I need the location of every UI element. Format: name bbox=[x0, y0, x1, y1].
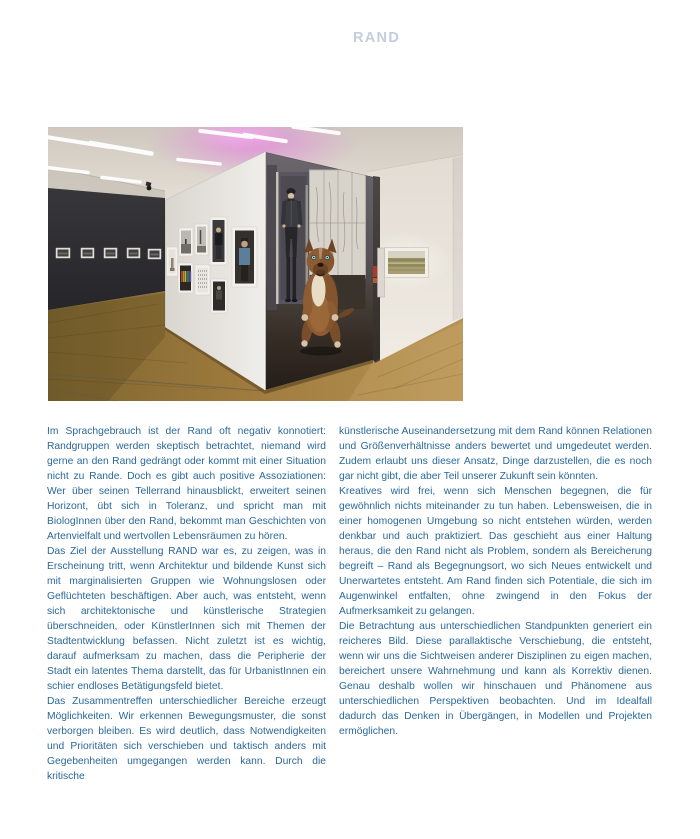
exhibition-photo bbox=[48, 127, 463, 401]
artwork-portrait-blue-vest bbox=[232, 227, 257, 287]
paragraph: Kreatives wird frei, wenn sich Menschen begegnen, die für gewöhnlich nichts miteinander zu tun haben. Lebensweisen, die in einer homogenen Umgebung so nicht entstehen würden, werden denkbar und auch praktiziert. Das geschieht aus einer Haltung heraus, die den Rand nicht als Problem, sondern als Bereicherung begreift – Rand als Begegnungsort, wo sich Neues entwickelt und Unerwartetes entsteht. Am Rand finden sich Potentiale, die sich im Augenwinkel entfalten, ohne zwingend in den Fokus der Aufmerksamkeit zu gelangen. bbox=[339, 486, 652, 617]
text-column-right bbox=[339, 424, 652, 739]
artwork-landscape-1 bbox=[179, 228, 193, 256]
artwork-portrait-1 bbox=[210, 217, 227, 265]
landscape-photo-frame bbox=[385, 248, 429, 278]
dog-mural bbox=[265, 152, 373, 392]
artwork-tower-photo bbox=[167, 247, 178, 276]
artwork-colorful-books bbox=[178, 263, 193, 293]
fire-extinguisher bbox=[373, 266, 378, 277]
paragraph: Das Ziel der Ausstellung RAND war es, zu zeigen, was in Erscheinung tritt, wenn Architektur und bildende Kunst sich mit marginalisierten Gruppen wie Wohnungslosen oder Geflüchteten beschäftigen. Aber auch, was entsteht, wenn sich architektonische und künstlerische Strategien überschneiden, oder KünstlerInnen sich mit Themen der Stadtentwicklung befassen. Nicht zuletzt ist es wichtig, darauf aufmerksam zu machen, dass die Peripherie der Stadt ein latentes Thema darstellt, das für UrbanistInnen ein schier endloses Betätigungsfeld bietet. bbox=[47, 546, 326, 692]
text-column-left bbox=[47, 424, 326, 784]
paragraph: Das Zusammentreffen unterschiedlicher Bereiche erzeugt Möglichkeiten. Wir erkennen Bewegungsmuster, die sonst verborgen bleiben. Es wird deutlich, dass Notwendigkeiten und Prioritäten sich verschieben und taktisch anders mit Gegebenheiten umgegangen werden kann. Durch die kritische bbox=[47, 696, 326, 782]
artwork-landscape-2 bbox=[195, 224, 208, 255]
exhibition-photo-graphic bbox=[48, 127, 463, 401]
paragraph: Die Betrachtung aus unterschiedlichen Standpunkten generiert ein reicheres Bild. Diese parallaktische Verschiebung, die entsteht, wenn wir uns die Sichtweisen anderer Disziplinen zu eigen machen, bereichert unsere Wahrnehmung und kann als Korrektiv dienen. Genau deshalb wollen wir hinschauen und Phänomene aus unterschiedlichen Perspektiven beobachten. Und im Idealfall dadurch das Denken in Übergängen, in Modellen und Projekten ermöglichen. bbox=[339, 621, 652, 737]
artwork-sheet-grid bbox=[195, 265, 210, 295]
paragraph: künstlerische Auseinandersetzung mit dem Rand können Relationen und Größenverhältnisse anders bewertet und umgedeutet werden. Zudem erlaubt uns dieser Ansatz, Dinge darzustellen, die es noch gar nicht gibt, die aber Teil unserer Zukunft sein könnten. bbox=[339, 426, 652, 482]
artwork-portrait-dark bbox=[211, 279, 227, 313]
paragraph: Im Sprachgebrauch ist der Rand oft negativ konnotiert: Randgruppen werden skeptisch betrachtet, niemand wird gerne an den Rand gedrängt oder kommt mit einer Situation nicht zu Rande. Doch es gibt auch positive Assoziationen: Wer über seinen Tellerrand hinausblickt, erweitert seinen Horizont, übt sich in Toleranz, und spricht man mit BiologInnen über den Rand, bekommt man Geschichten von Artenvielfalt und wertvollen Lebensräumen zu hören. bbox=[47, 426, 326, 542]
left-dark-wall bbox=[48, 188, 165, 310]
page-title: RAND bbox=[353, 30, 401, 46]
